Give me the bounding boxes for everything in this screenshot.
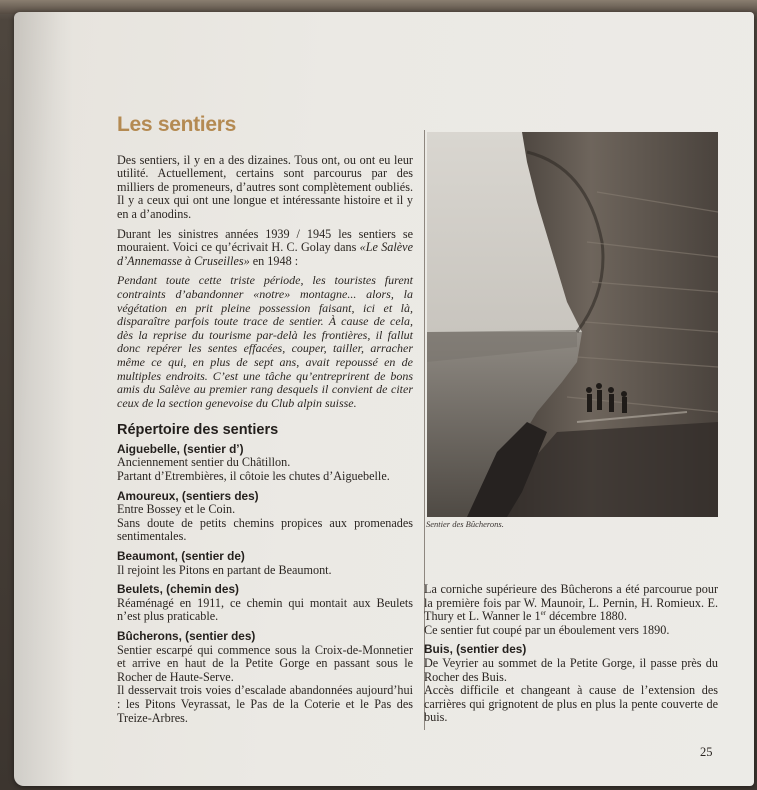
repertoire-heading: Répertoire des sentiers (117, 422, 279, 439)
page-number: 25 (700, 745, 713, 759)
trail-entry-name: Beulets, (chemin des) (117, 582, 239, 597)
right-column (424, 583, 718, 731)
first-ascent-paragraph (424, 583, 718, 637)
page-gutter-shadow (14, 12, 74, 786)
golay-quote: Pendant toute cette triste période, les touristes furent contraints d’abandonner «notre» montagne... alors, la végétation en prit pleine possession faisant, ici et là, disparaître parfois toute trace de sentier. À cause de cela, dès la reprise du tourisme par-delà les frontières, il fallut donc repérer les sentes effacées, couper, tailler, arracher même ce qui, en plus de sept ans, avait repoussé en de multiples endroits. C’est une tâche qu’entreprirent de bons amis du Salève au premier rang desquels il convient de citer ceux de la section genevoise du Club alpin suisse. (117, 273, 413, 410)
trail-entry-line: Anciennement sentier du Châtillon. (117, 455, 291, 470)
trail-entry-line: Il rejoint les Pitons en partant de Beaumont. (117, 562, 332, 577)
intro-paragraph-2 (117, 228, 413, 269)
trail-entry (117, 583, 413, 624)
trail-entry-line: Sentier escarpé qui commence sous la Croix-de-Monnetier et arrive en haut de la Petite Gorge en passant sous le Rocher de Haute-Serve. (117, 642, 413, 684)
cliff-photograph (427, 132, 718, 517)
book-page (14, 12, 754, 786)
trail-entry (117, 630, 413, 725)
trail-entry-name: Bûcherons, (sentier des) (117, 629, 256, 643)
trail-entry-line: Partant d’Etrembières, il côtoie les chutes d’Aiguebelle. (117, 469, 390, 484)
trail-entry-line: Sans doute de petits chemins propices aux promenades sentimentales. (117, 515, 413, 544)
ordinal-superscript: er (540, 609, 547, 618)
trail-entry-line: Entre Bossey et le Coin. (117, 502, 236, 517)
left-column (117, 113, 413, 731)
trail-entry-line: De Veyrier au sommet de la Petite Gorge, il passe près du Rocher des Buis. (424, 655, 718, 684)
trail-entry (424, 643, 718, 725)
trail-entry (117, 443, 413, 484)
intro-paragraph-2-text: Durant les sinistres années 1939 / 1945 les sentiers se mouraient. Voici ce qu’écrivait H. C. Golay dans (117, 226, 413, 255)
trail-entry-name: Aiguebelle, (sentier d’) (117, 441, 244, 456)
intro-paragraph-2-end: en 1948 : (249, 253, 299, 268)
trail-entry (117, 490, 413, 544)
trail-entry-line: Réaménagé en 1911, ce chemin qui montait aux Beulets n’est plus praticable. (117, 595, 413, 624)
rockfall-text: Ce sentier fut coupé par un éboulement vers 1890. (424, 622, 670, 637)
section-title: Les sentiers (117, 113, 236, 136)
cliff-trail-photo (427, 132, 718, 517)
first-ascent-text: La corniche supérieure des Bûcherons a été parcourue pour la première fois par W. Maunoir, L. Pernin, H. Romieux. E. Thury et L. Wanner le 1 (424, 582, 718, 624)
intro-paragraph-1: Des sentiers, il y en a des dizaines. Tous ont, ou ont eu leur utilité. Actuellement, certains sont parcourus par des milliers de promeneurs, d’autres sont complètement oubliés. Il y a ceux qui ont une longue et intéressante histoire et il y en a d’anodins. (117, 152, 413, 221)
trail-entry-name: Amoureux, (sentiers des) (117, 488, 259, 503)
photo-caption: Sentier des Bûcherons. (426, 519, 504, 529)
book-title: «Le Salève d’Annemasse à Cruseilles» (117, 240, 413, 268)
first-ascent-date: décembre 1880. (546, 609, 627, 624)
trail-entry (117, 550, 413, 577)
trail-entry-line: Il desservait trois voies d’escalade abandonnées aujourd’hui : les Pitons Veyrassat, le Pas de la Coterie et le Pas des Treize-Arbres. (117, 683, 413, 725)
trail-entry-line: Accès difficile et changeant à cause de l’extension des carrières qui grignotent de plus en plus la pente couverte de buis. (424, 683, 718, 725)
trail-entry-name: Buis, (sentier des) (424, 642, 527, 657)
trail-entry-name: Beaumont, (sentier de) (117, 549, 245, 564)
